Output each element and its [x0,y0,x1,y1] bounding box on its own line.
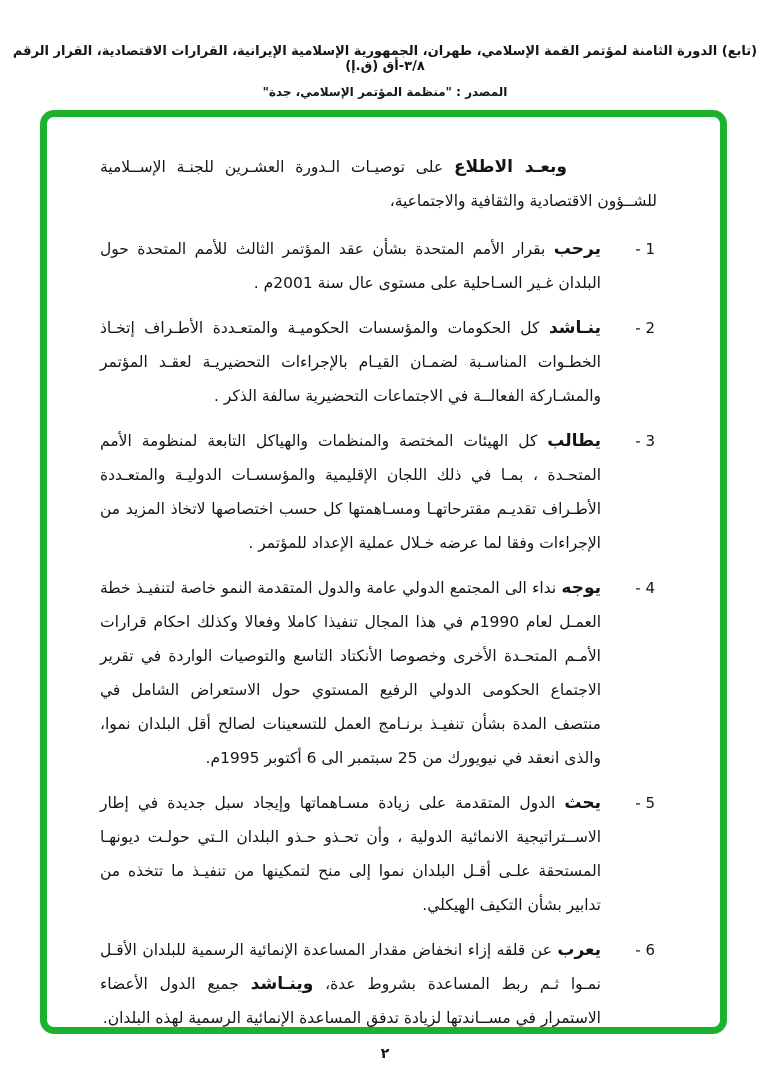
header-source-line: المصدر : "منظمة المؤتمر الإسلامي، جدة" [262,85,508,99]
item-6-keyword: يعرب [557,940,601,960]
document-header [0,44,770,99]
item-5-number: 5 - [635,794,655,812]
item-5-keyword: يحث [564,793,601,813]
item-2-number: 2 - [635,319,655,337]
resolution-item-2 [100,311,657,413]
resolution-item-6 [100,933,657,1035]
item-3-keyword: يطالب [547,431,601,451]
item-6-keyword-2: وينـاشد [250,974,314,994]
item-3-text: كل الهيئات المختصة والمنظمات والهياكل التابعة لمنظومة الأمم المتحـدة ، بمـا في ذلك اللجان الإقليمية والمؤسسـات الدوليـة والمتعـددة الأطـراف تقديـم مقترحاتهـا ومسـاهمتها كل حسب اختصاصها لاتخاذ المزيد من الإجراءات وفقا لما عرضه خـلال عملية الإعداد للمؤتمر . [100,432,601,552]
item-1-number: 1 - [635,240,655,258]
header-title-line: (تابع) الدورة الثامنة لمؤتمر القمة الإسلامي، طهران، الجمهورية الإسلامية الإيرانية، القرارات الاقتصادية، القرار الرقم ٣/٨-أق (ق.إ) [12,44,758,74]
item-6-text-after: جميع الدول الأعضاء الاستمرار في مســاندتها لزيادة تدفق المساعدة الإنمائية الرسمية لهذه البلدان. [100,975,601,1027]
item-4-text: نداء الى المجتمع الدولي عامة والدول المتقدمة النمو خاصة لتنفيـذ خطة العمـل لعام 1990م في هذا المجال تنفيذا كاملا وفعالا وكذلك احكام قرارات الأمـم المتحـدة الأخرى وخصوصا الأنكتاد التاسع والتوصيات الواردة في تقرير الاجتماع الحكومى الدولي الرفيع المستوي حول الاستعراض الشامل في منتصف المدة بشأن تنفيـذ برنـامج العمل للتسعينات لصالح أقل البلدان نموا، والذى انعقد في نيويورك من 25 سبتمبر الى 6 أكتوبر 1995م. [100,579,601,767]
item-1-text: بقرار الأمم المتحدة بشأن عقد المؤتمر الثالث للأمم المتحدة حول البلدان غـير السـاحلية على مستوى عال سنة 2001م . [100,240,601,292]
item-2-text: كل الحكومات والمؤسسات الحكوميـة والمتعـددة الأطـراف إتخـاذ الخطـوات المناسـبة لضمـان القيـام بالإجراءات التحضيريـة لعقـد المؤتمر والمشـاركة الفعالــة في الاجتماعات التحضيرية سالفة الذكر . [100,319,601,405]
preamble-text: على توصيـات الـدورة العشـرين للجنـة الإســلامية للشــؤون الاقتصادية والثقافية والاجتماعية، [100,158,657,210]
item-2-keyword: ينـاشد [548,318,601,338]
item-6-number: 6 - [635,941,655,959]
resolution-item-4 [100,571,657,775]
item-1-keyword: يرحب [553,239,601,259]
page-number: ٢ [380,1046,390,1062]
resolution-item-5 [100,786,657,922]
preamble-keyword: وبعـد الاطلاع [453,157,567,177]
item-5-text: الدول المتقدمة على زيادة مسـاهماتها وإيجاد سبل جديدة في إطار الاســتراتيجية الانمائية الدولية ، وأن تحـذو حـذو البلدان الـتي حولـت ديونهـا المستحقة علـى أقـل البلدان نموا إلى منح لتمكينها من تنفيـذ ما تتخذه من تدابير بشأن التكيف الهيكلي. [100,794,601,914]
resolution-body [100,150,657,1046]
resolution-item-1 [100,232,657,300]
item-6-text-before: عن قلقه إزاء انخفاض مقدار المساعدة الإنمائية الرسمية للبلدان الأقـل نمـوا ثـم ربط المساعدة بشروط عدة، [100,941,601,993]
item-3-number: 3 - [635,432,655,450]
resolution-item-3 [100,424,657,560]
preamble-paragraph [100,150,657,218]
item-4-number: 4 - [635,579,655,597]
item-4-keyword: يوجه [561,578,601,598]
